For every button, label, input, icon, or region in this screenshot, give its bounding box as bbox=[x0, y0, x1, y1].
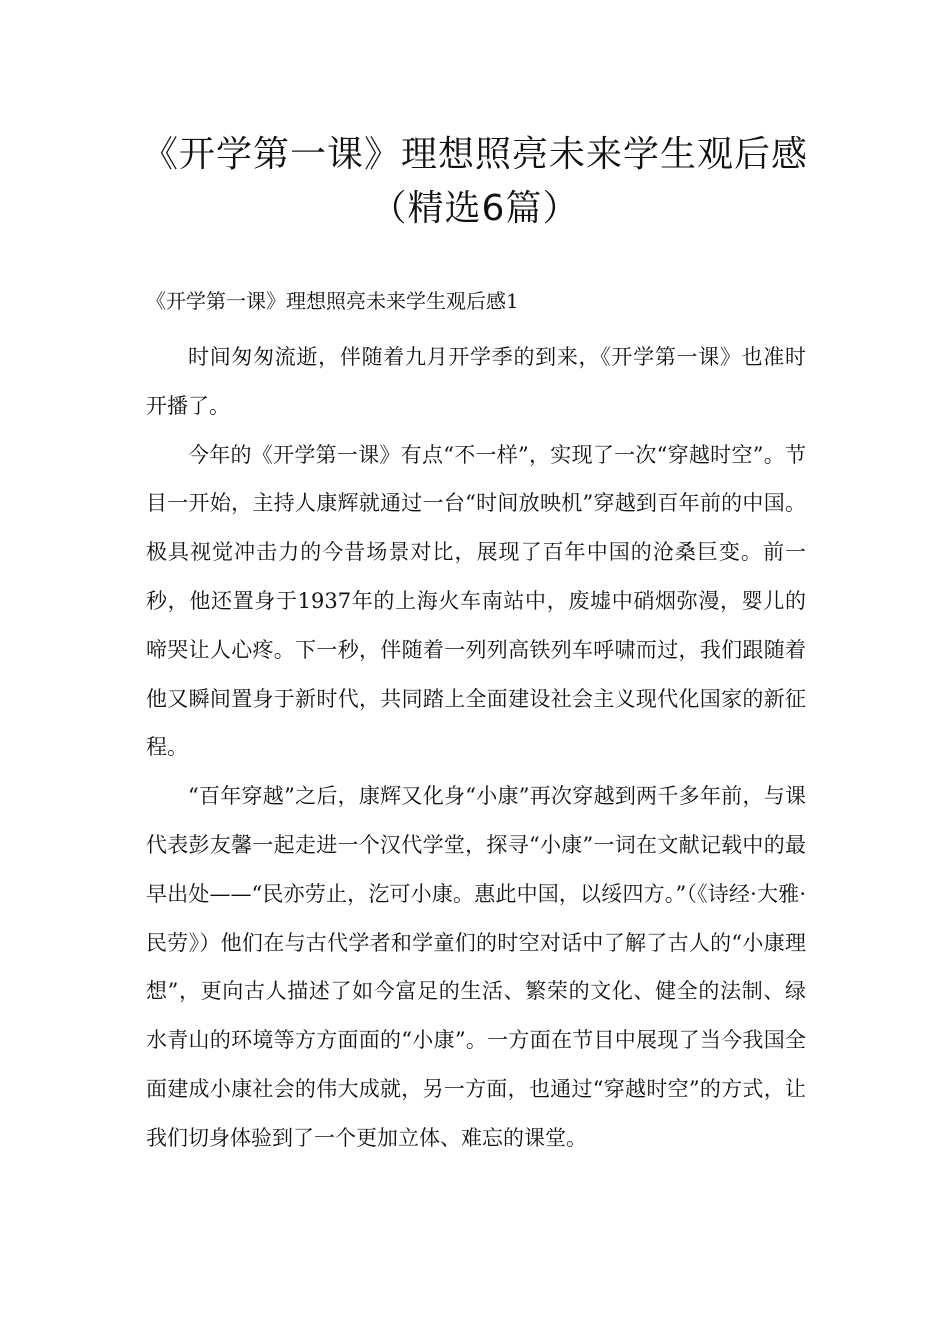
paragraph: 今年的《开学第一课》有点“不一样”，实现了一次“穿越时空”。节目一开始，主持人康辉就通过一台“时间放映机”穿越到百年前的中国。极具视觉冲击力的今昔场景对比，展现了百年中国的沧桑巨变。前一秒，他还置身于1937年的上海火车南站中，废墟中硝烟弥漫，婴儿的啼哭让人心疼。下一秒，伴随着一列列高铁列车呼啸而过，我们跟随着他又瞬间置身于新时代，共同踏上全面建设社会主义现代化国家的新征程。 bbox=[146, 442, 806, 760]
document-body bbox=[146, 333, 806, 1163]
paragraph: 时间匆匆流逝，伴随着九月开学季的到来，《开学第一课》也准时开播了。 bbox=[146, 345, 806, 418]
document-title: 《开学第一课》理想照亮未来学生观后感（精选6篇） bbox=[141, 134, 808, 229]
section-heading: 《开学第一课》理想照亮未来学生观后感1 bbox=[146, 289, 519, 313]
paragraph: “百年穿越”之后，康辉又化身“小康”再次穿越到两千多年前，与课代表彭友馨一起走进一个汉代学堂，探寻“小康”一词在文献记载中的最早出处——“民亦劳止，汔可小康。惠此中国，以绥四方。”（《诗经·大雅·民劳》）他们在与古代学者和学童们的时空对话中了解了古人的“小康理想”，更向古人描述了如今富足的生活、繁荣的文化、健全的法制、绿水青山的环境等方方面面的“小康”。一方面在节目中展现了当今我国全面建成小康社会的伟大成就，另一方面，也通过“穿越时空”的方式，让我们切身体验到了一个更加立体、难忘的课堂。 bbox=[146, 784, 806, 1150]
